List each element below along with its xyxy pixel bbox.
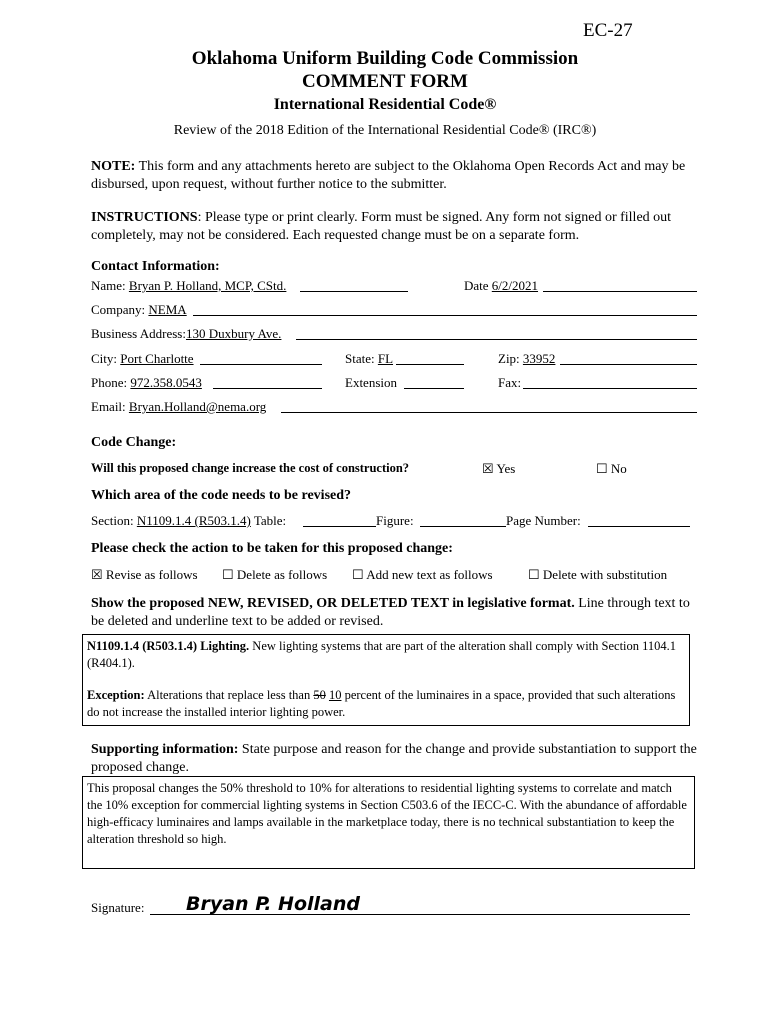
cost-no-option[interactable]	[596, 461, 627, 477]
revise-label: Revise as follows	[105, 567, 198, 582]
name-field[interactable]	[91, 278, 286, 294]
action-option-delete[interactable]	[222, 567, 327, 583]
section-label: Section:	[91, 513, 137, 528]
action-heading: Please check the action to be taken for this proposed change:	[91, 541, 453, 556]
city-label: City:	[91, 351, 121, 366]
zip-value: 33952	[522, 351, 556, 366]
proposed-heading-bold: Show the proposed NEW, REVISED, OR DELETED TEXT in legislative format.	[91, 596, 575, 611]
proposed-heading	[91, 595, 701, 631]
instructions-label: INSTRUCTIONS	[91, 210, 198, 225]
state-field[interactable]	[345, 351, 393, 367]
delete-label: Delete as follows	[236, 567, 328, 582]
company-label: Company:	[91, 302, 149, 317]
proposed-p2-text1: Alterations that replace less than	[144, 688, 314, 702]
revise-checkbox[interactable]: ☒	[91, 567, 103, 582]
form-subtitle-comment: COMMENT FORM	[302, 71, 468, 92]
phone-label: Phone:	[91, 375, 131, 390]
action-option-add[interactable]	[352, 567, 493, 583]
signature-value: Bryan P. Holland	[186, 893, 360, 915]
substitute-checkbox[interactable]: ☐	[528, 567, 540, 582]
note-label: NOTE:	[91, 159, 136, 174]
no-checkbox[interactable]: ☐	[596, 461, 608, 476]
code-name: International Residential Code®	[273, 96, 497, 113]
page-number-label: Page Number:	[506, 513, 581, 528]
add-label: Add new text as follows	[366, 567, 493, 582]
proposed-heading-rest: Line through text to be deleted and underline text to be added or revised.	[91, 596, 690, 629]
proposed-paragraph-2	[87, 687, 685, 721]
proposed-p1-text: New lighting systems that are part of the alteration shall comply with Section 1104.1 (R404.1).	[87, 639, 677, 670]
extension-field[interactable]	[345, 375, 397, 391]
contact-heading: Contact Information:	[91, 259, 220, 274]
section-value: N1109.1.4 (R503.1.4)	[136, 513, 251, 528]
proposed-text-box[interactable]	[82, 634, 690, 726]
yes-checkbox[interactable]: ☒	[482, 461, 494, 476]
proposed-paragraph-1	[87, 638, 685, 672]
date-value: 6/2/2021	[491, 278, 539, 293]
supporting-heading-rest: State purpose and reason for the change and provide substantiation to support the proposed change.	[91, 742, 697, 775]
email-field[interactable]	[91, 399, 266, 415]
cost-question: Will this proposed change increase the cost of construction?	[91, 461, 410, 475]
address-label: Business Address:	[91, 326, 186, 341]
instructions-text: : Please type or print clearly. Form must be signed. Any form not signed or filled out completely, may not be considered. Each requested change must be on a separate form.	[91, 210, 672, 243]
supporting-heading-bold: Supporting information:	[91, 742, 239, 757]
struck-value: 50	[313, 688, 326, 702]
substitute-label: Delete with substitution	[542, 567, 668, 582]
address-value: 130 Duxbury Ave.	[185, 326, 282, 341]
email-value: Bryan.Holland@nema.org	[128, 399, 267, 414]
added-value: 10	[328, 688, 342, 702]
state-value: FL	[377, 351, 394, 366]
supporting-text-box[interactable]	[82, 776, 695, 869]
proposed-p2-text2: percent of the luminaires in a space, provided that such alterations do not increase the installed interior lighting power.	[87, 688, 676, 719]
zip-label: Zip:	[498, 351, 523, 366]
table-label: Table:	[250, 513, 287, 528]
code-change-heading: Code Change:	[91, 435, 177, 450]
note-paragraph	[91, 158, 701, 194]
proposed-p1-bold: N1109.1.4 (R503.1.4) Lighting.	[87, 639, 250, 653]
instructions-paragraph	[91, 209, 701, 245]
name-label: Name:	[91, 278, 129, 293]
fax-label: Fax:	[498, 375, 522, 390]
section-field[interactable]	[91, 513, 286, 529]
extension-label: Extension	[345, 375, 397, 390]
action-option-substitute[interactable]	[528, 567, 667, 583]
area-heading: Which area of the code needs to be revised?	[91, 488, 352, 503]
note-text: This form and any attachments hereto are subject to the Oklahoma Open Records Act and may be disbursed, upon request, without further notice to the submitter.	[91, 159, 686, 192]
date-field[interactable]	[464, 278, 538, 294]
address-field[interactable]	[91, 326, 281, 342]
date-label: Date	[464, 278, 492, 293]
yes-label: Yes	[496, 461, 516, 476]
form-id: EC-27	[583, 20, 633, 41]
city-field[interactable]	[91, 351, 194, 367]
supporting-heading	[91, 741, 701, 777]
city-value: Port Charlotte	[120, 351, 194, 366]
company-field[interactable]	[91, 302, 187, 318]
add-checkbox[interactable]: ☐	[352, 567, 364, 582]
phone-value: 972.358.0543	[130, 375, 202, 390]
review-line: Review of the 2018 Edition of the International Residential Code® (IRC®)	[173, 123, 597, 138]
email-label: Email:	[91, 399, 129, 414]
action-option-revise[interactable]	[91, 567, 198, 583]
form-title: Oklahoma Uniform Building Code Commission	[191, 48, 579, 69]
cost-yes-option[interactable]	[482, 461, 515, 477]
state-label: State:	[345, 351, 378, 366]
name-value: Bryan P. Holland, MCP, CStd.	[128, 278, 287, 293]
figure-label: Figure:	[376, 513, 414, 528]
phone-field[interactable]	[91, 375, 202, 391]
no-label: No	[610, 461, 627, 476]
supporting-text: This proposal changes the 50% threshold to 10% for alterations to residential lighting systems to correlate and match the 10% exception for commercial lighting systems in Section C503.6 of the IECC-C. With the abundance of affordable high-efficacy luminaires and lamps available in the marketplace today, there is no technical substantiation to keep the alteration threshold so high.	[87, 781, 687, 846]
company-value: NEMA	[148, 302, 187, 317]
fax-field[interactable]	[498, 375, 521, 391]
zip-field[interactable]	[498, 351, 555, 367]
signature-label: Signature:	[91, 900, 145, 915]
exception-label: Exception:	[87, 688, 145, 702]
delete-checkbox[interactable]: ☐	[222, 567, 234, 582]
